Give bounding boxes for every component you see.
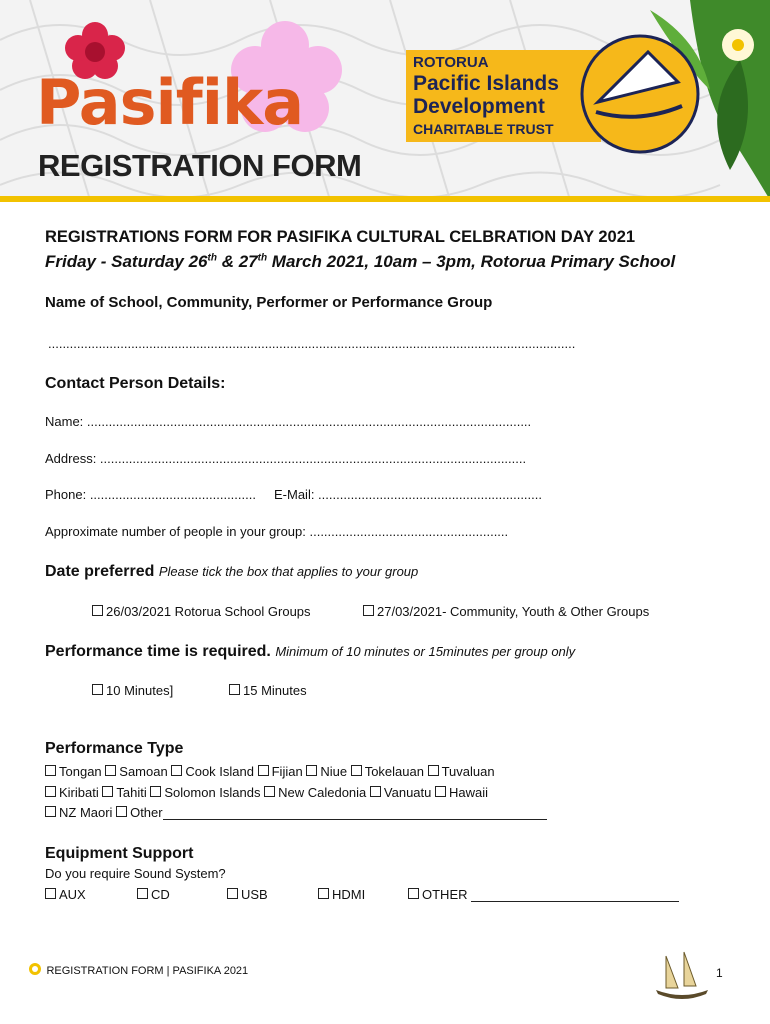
equip-aux[interactable]: AUX	[45, 887, 86, 902]
type-option[interactable]: Tuvaluan	[428, 764, 495, 779]
contact-name-field[interactable]: Name: ...........................................................................................................................	[45, 414, 532, 429]
contact-phone-field[interactable]: Phone: ..............................................	[45, 487, 256, 502]
date-option-2[interactable]: 27/03/2021- Community, Youth & Other Groups	[363, 604, 649, 619]
equip-cd[interactable]: CD	[137, 887, 170, 902]
group-name-field[interactable]: ..................................................................................................................................................	[48, 336, 576, 351]
other-line[interactable]	[163, 819, 547, 820]
type-option-other[interactable]: Other	[116, 805, 547, 820]
footer	[28, 961, 248, 979]
performance-type-row-1	[45, 764, 495, 779]
checkbox-date-1[interactable]	[92, 605, 103, 616]
equip-other[interactable]: OTHER	[408, 887, 679, 902]
checkbox-15-minutes[interactable]	[229, 684, 240, 695]
trust-line-1: ROTORUA	[413, 54, 489, 71]
sound-system-question: Do you require Sound System?	[45, 866, 226, 881]
page-number: 1	[716, 966, 723, 980]
performance-type-row-3	[45, 805, 547, 820]
plumeria-icon	[722, 29, 754, 61]
footer-sun-icon	[28, 962, 42, 976]
contact-address-field[interactable]: Address: ......................................................................................................................	[45, 451, 527, 466]
group-name-heading: Name of School, Community, Performer or Performance Group	[45, 294, 493, 311]
type-option[interactable]: Cook Island	[171, 764, 254, 779]
time-option-1[interactable]: 10 Minutes]	[92, 683, 173, 698]
form-title: REGISTRATIONS FORM FOR PASIFIKA CULTURAL CELBRATION DAY 2021	[45, 228, 636, 246]
header-banner	[0, 0, 770, 200]
type-option[interactable]: New Caledonia	[264, 785, 366, 800]
trust-line-4: CHARITABLE TRUST	[413, 121, 554, 137]
type-option[interactable]: NZ Maori	[45, 805, 112, 820]
event-date-line: Friday - Saturday 26th & 27th March 2021, 10am – 3pm, Rotorua Primary School	[45, 252, 676, 271]
type-option[interactable]: Samoan	[105, 764, 167, 779]
type-option[interactable]: Hawaii	[435, 785, 488, 800]
type-option[interactable]: Solomon Islands	[150, 785, 260, 800]
footer-text: REGISTRATION FORM | PASIFIKA 2021	[46, 965, 249, 977]
equip-other-line[interactable]	[471, 901, 679, 902]
equipment-heading: Equipment Support	[45, 845, 194, 862]
type-option[interactable]: Kiribati	[45, 785, 99, 800]
pasifika-logo: Pasifika	[36, 66, 304, 139]
equip-usb[interactable]: USB	[227, 887, 268, 902]
type-option[interactable]: Tahiti	[102, 785, 146, 800]
date-option-1[interactable]: 26/03/2021 Rotorua School Groups	[92, 604, 311, 619]
type-option[interactable]: Vanuatu	[370, 785, 431, 800]
performance-type-heading: Performance Type	[45, 740, 184, 757]
canoe-icon	[652, 946, 712, 1004]
trust-logo	[406, 50, 662, 142]
contact-email-field[interactable]: E-Mail: ..............................................................	[274, 487, 542, 502]
checkbox-10-minutes[interactable]	[92, 684, 103, 695]
page-title: REGISTRATION FORM	[38, 148, 362, 183]
canoe-sail-icon	[578, 32, 702, 156]
type-option[interactable]: Niue	[306, 764, 347, 779]
group-size-field[interactable]: Approximate number of people in your group: .......................................................	[45, 524, 509, 539]
contact-heading: Contact Person Details:	[45, 375, 226, 392]
time-option-2[interactable]: 15 Minutes	[229, 683, 307, 698]
equip-hdmi[interactable]: HDMI	[318, 887, 365, 902]
trust-line-2: Pacific Islands Development	[413, 72, 559, 118]
type-option[interactable]: Tongan	[45, 764, 102, 779]
checkbox-date-2[interactable]	[363, 605, 374, 616]
date-preferred-row: Date preferred Please tick the box that applies to your group	[45, 563, 419, 580]
performance-type-row-2	[45, 785, 488, 800]
performance-time-row: Performance time is required. Minimum of 10 minutes or 15minutes per group only	[45, 643, 576, 660]
type-option[interactable]: Fijian	[258, 764, 303, 779]
header-divider	[0, 196, 770, 202]
type-option[interactable]: Tokelauan	[351, 764, 424, 779]
